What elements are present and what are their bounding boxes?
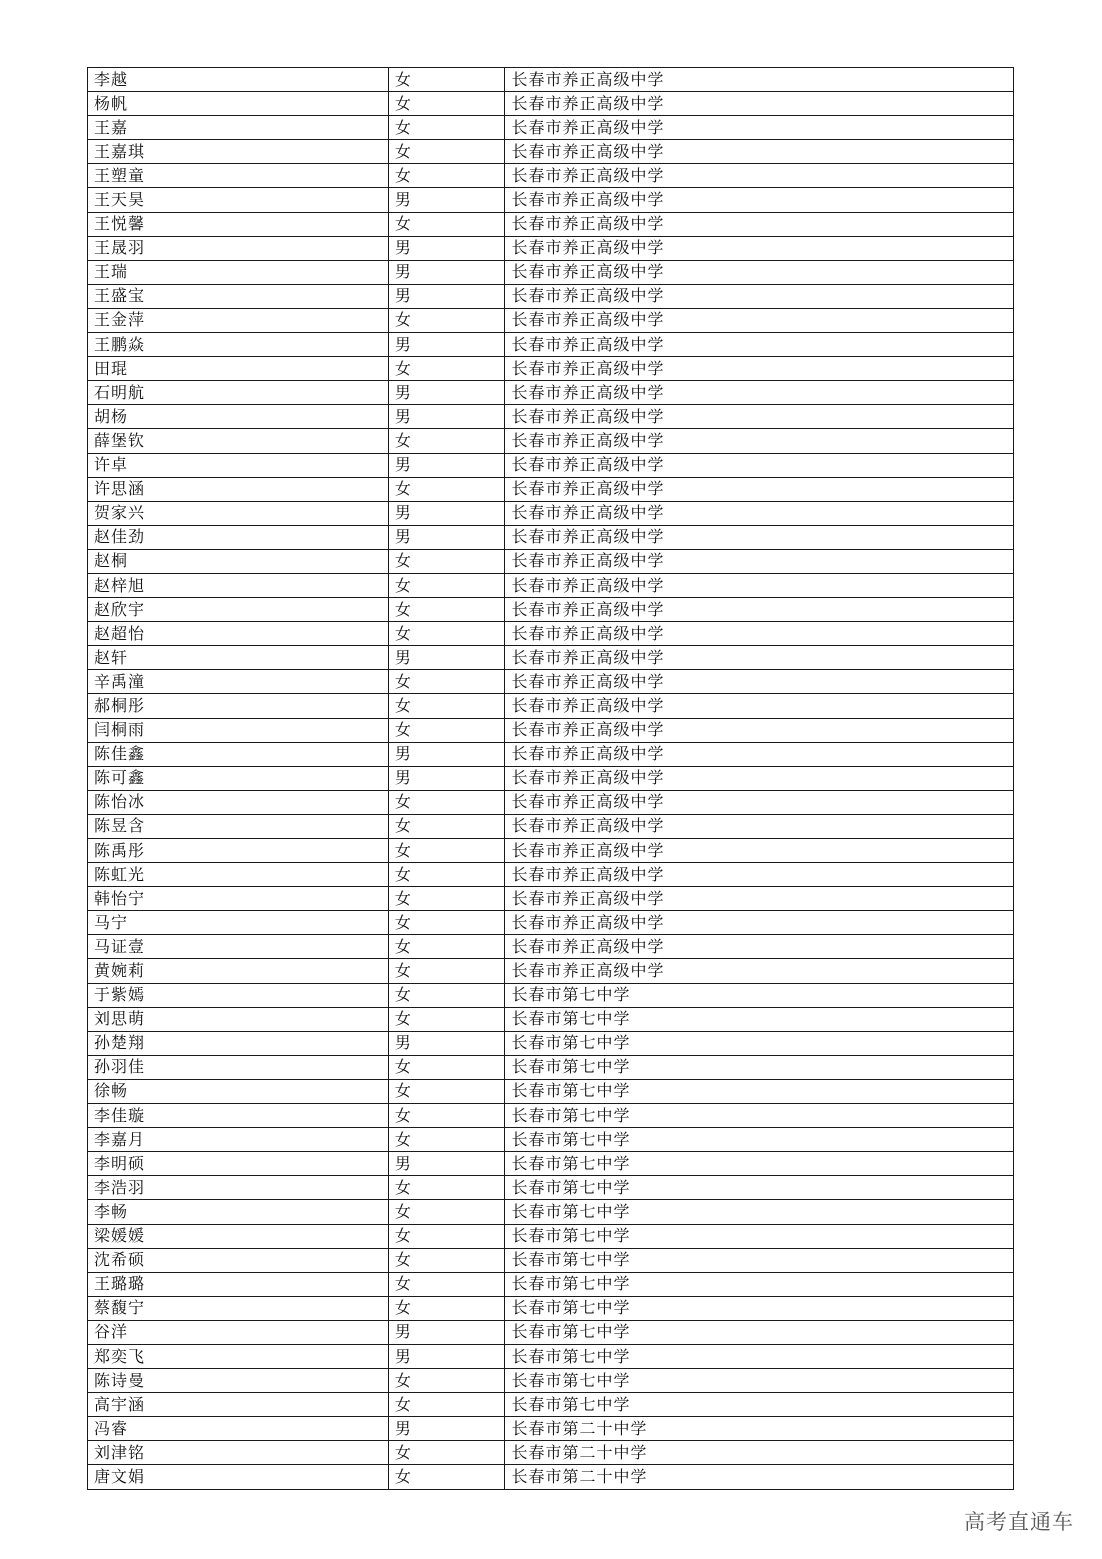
name-cell: 王天昊 (88, 188, 389, 212)
name-cell: 王嘉琪 (88, 140, 389, 164)
gender-cell: 女 (388, 814, 505, 838)
table-row (88, 646, 1014, 670)
table-row (88, 694, 1014, 718)
table-row (88, 1152, 1014, 1176)
gender-cell: 女 (388, 1200, 505, 1224)
school-cell: 长春市养正高级中学 (505, 911, 1014, 935)
gender-cell: 女 (388, 1369, 505, 1393)
gender-cell: 女 (388, 1296, 505, 1320)
gender-cell: 男 (388, 381, 505, 405)
gender-cell: 男 (388, 1344, 505, 1368)
student-table (87, 67, 1014, 1490)
name-cell: 徐畅 (88, 1079, 389, 1103)
table-row (88, 236, 1014, 260)
table-row (88, 1055, 1014, 1079)
school-cell: 长春市第七中学 (505, 1296, 1014, 1320)
name-cell: 马宁 (88, 911, 389, 935)
school-cell: 长春市养正高级中学 (505, 68, 1014, 92)
name-cell: 于紫嫣 (88, 983, 389, 1007)
table-row (88, 742, 1014, 766)
gender-cell: 男 (388, 1320, 505, 1344)
gender-cell: 女 (388, 694, 505, 718)
table-row (88, 1007, 1014, 1031)
school-cell: 长春市养正高级中学 (505, 260, 1014, 284)
name-cell: 王璐璐 (88, 1272, 389, 1296)
name-cell: 冯睿 (88, 1417, 389, 1441)
table-row (88, 1272, 1014, 1296)
name-cell: 赵佳劲 (88, 525, 389, 549)
gender-cell: 女 (388, 68, 505, 92)
table-row (88, 983, 1014, 1007)
table-row (88, 1344, 1014, 1368)
gender-cell: 女 (388, 983, 505, 1007)
gender-cell: 男 (388, 453, 505, 477)
table-row (88, 1248, 1014, 1272)
gender-cell: 男 (388, 188, 505, 212)
table-row (88, 92, 1014, 116)
school-cell: 长春市第七中学 (505, 1344, 1014, 1368)
gender-cell: 女 (388, 573, 505, 597)
table-row (88, 887, 1014, 911)
name-cell: 黄婉莉 (88, 959, 389, 983)
name-cell: 孙羽佳 (88, 1055, 389, 1079)
table-row (88, 164, 1014, 188)
table-row (88, 68, 1014, 92)
table-row (88, 116, 1014, 140)
school-cell: 长春市养正高级中学 (505, 887, 1014, 911)
gender-cell: 男 (388, 333, 505, 357)
school-cell: 长春市养正高级中学 (505, 814, 1014, 838)
gender-cell: 女 (388, 1079, 505, 1103)
name-cell: 李越 (88, 68, 389, 92)
table-row (88, 1417, 1014, 1441)
name-cell: 赵超怡 (88, 622, 389, 646)
name-cell: 马证壹 (88, 935, 389, 959)
table-row (88, 260, 1014, 284)
name-cell: 闫桐雨 (88, 718, 389, 742)
name-cell: 刘思萌 (88, 1007, 389, 1031)
gender-cell: 女 (388, 670, 505, 694)
name-cell: 郑奕飞 (88, 1344, 389, 1368)
gender-cell: 女 (388, 718, 505, 742)
school-cell: 长春市养正高级中学 (505, 453, 1014, 477)
table-row (88, 1296, 1014, 1320)
table-row (88, 381, 1014, 405)
school-cell: 长春市养正高级中学 (505, 429, 1014, 453)
school-cell: 长春市第七中学 (505, 1152, 1014, 1176)
school-cell: 长春市第七中学 (505, 1055, 1014, 1079)
gender-cell: 男 (388, 525, 505, 549)
name-cell: 李嘉月 (88, 1128, 389, 1152)
table-row (88, 501, 1014, 525)
gender-cell: 女 (388, 598, 505, 622)
gender-cell: 女 (388, 790, 505, 814)
gender-cell: 女 (388, 92, 505, 116)
school-cell: 长春市养正高级中学 (505, 935, 1014, 959)
gender-cell: 男 (388, 742, 505, 766)
table-row (88, 1128, 1014, 1152)
school-cell: 长春市第二十中学 (505, 1465, 1014, 1489)
table-row (88, 718, 1014, 742)
name-cell: 梁媛媛 (88, 1224, 389, 1248)
school-cell: 长春市养正高级中学 (505, 742, 1014, 766)
name-cell: 薛堡钦 (88, 429, 389, 453)
school-cell: 长春市养正高级中学 (505, 308, 1014, 332)
school-cell: 长春市养正高级中学 (505, 188, 1014, 212)
school-cell: 长春市养正高级中学 (505, 670, 1014, 694)
school-cell: 长春市第七中学 (505, 1369, 1014, 1393)
school-cell: 长春市养正高级中学 (505, 622, 1014, 646)
table-row (88, 429, 1014, 453)
gender-cell: 女 (388, 1441, 505, 1465)
name-cell: 唐文娟 (88, 1465, 389, 1489)
name-cell: 石明航 (88, 381, 389, 405)
school-cell: 长春市养正高级中学 (505, 863, 1014, 887)
name-cell: 王嘉 (88, 116, 389, 140)
table-row (88, 863, 1014, 887)
school-cell: 长春市第七中学 (505, 1224, 1014, 1248)
gender-cell: 女 (388, 887, 505, 911)
name-cell: 李畅 (88, 1200, 389, 1224)
school-cell: 长春市第七中学 (505, 1320, 1014, 1344)
school-cell: 长春市养正高级中学 (505, 839, 1014, 863)
gender-cell: 男 (388, 766, 505, 790)
name-cell: 赵桐 (88, 549, 389, 573)
school-cell: 长春市养正高级中学 (505, 140, 1014, 164)
name-cell: 陈禹彤 (88, 839, 389, 863)
name-cell: 沈希硕 (88, 1248, 389, 1272)
gender-cell: 男 (388, 501, 505, 525)
school-cell: 长春市第七中学 (505, 1176, 1014, 1200)
name-cell: 胡杨 (88, 405, 389, 429)
school-cell: 长春市养正高级中学 (505, 694, 1014, 718)
name-cell: 贺家兴 (88, 501, 389, 525)
name-cell: 陈佳鑫 (88, 742, 389, 766)
school-cell: 长春市第七中学 (505, 1031, 1014, 1055)
school-cell: 长春市养正高级中学 (505, 236, 1014, 260)
table-row (88, 911, 1014, 935)
school-cell: 长春市第七中学 (505, 1104, 1014, 1128)
table-row (88, 308, 1014, 332)
gender-cell: 女 (388, 1465, 505, 1489)
gender-cell: 女 (388, 1128, 505, 1152)
name-cell: 高宇涵 (88, 1393, 389, 1417)
gender-cell: 男 (388, 646, 505, 670)
school-cell: 长春市养正高级中学 (505, 284, 1014, 308)
gender-cell: 男 (388, 284, 505, 308)
gender-cell: 男 (388, 405, 505, 429)
school-cell: 长春市养正高级中学 (505, 116, 1014, 140)
name-cell: 许卓 (88, 453, 389, 477)
school-cell: 长春市养正高级中学 (505, 357, 1014, 381)
table-row (88, 670, 1014, 694)
watermark-text: 高考直通车 (964, 1510, 1074, 1534)
school-cell: 长春市第二十中学 (505, 1441, 1014, 1465)
table-row (88, 1369, 1014, 1393)
school-cell: 长春市养正高级中学 (505, 212, 1014, 236)
gender-cell: 女 (388, 839, 505, 863)
school-cell: 长春市养正高级中学 (505, 477, 1014, 501)
name-cell: 王金萍 (88, 308, 389, 332)
name-cell: 郝桐彤 (88, 694, 389, 718)
gender-cell: 女 (388, 1248, 505, 1272)
gender-cell: 女 (388, 1007, 505, 1031)
gender-cell: 女 (388, 477, 505, 501)
name-cell: 陈昱含 (88, 814, 389, 838)
school-cell: 长春市第七中学 (505, 1200, 1014, 1224)
gender-cell: 女 (388, 1393, 505, 1417)
school-cell: 长春市养正高级中学 (505, 333, 1014, 357)
name-cell: 赵轩 (88, 646, 389, 670)
name-cell: 蔡馥宁 (88, 1296, 389, 1320)
table-row (88, 405, 1014, 429)
name-cell: 李明硕 (88, 1152, 389, 1176)
gender-cell: 男 (388, 1031, 505, 1055)
school-cell: 长春市第七中学 (505, 1079, 1014, 1103)
gender-cell: 女 (388, 212, 505, 236)
school-cell: 长春市第七中学 (505, 1393, 1014, 1417)
gender-cell: 女 (388, 549, 505, 573)
school-cell: 长春市养正高级中学 (505, 405, 1014, 429)
gender-cell: 女 (388, 1272, 505, 1296)
name-cell: 陈诗曼 (88, 1369, 389, 1393)
name-cell: 王盛宝 (88, 284, 389, 308)
table-row (88, 935, 1014, 959)
name-cell: 王鹏焱 (88, 333, 389, 357)
name-cell: 陈怡冰 (88, 790, 389, 814)
school-cell: 长春市第七中学 (505, 1272, 1014, 1296)
table-row (88, 790, 1014, 814)
name-cell: 王塑童 (88, 164, 389, 188)
name-cell: 赵梓旭 (88, 573, 389, 597)
school-cell: 长春市养正高级中学 (505, 598, 1014, 622)
name-cell: 杨帆 (88, 92, 389, 116)
name-cell: 田琨 (88, 357, 389, 381)
table-row (88, 622, 1014, 646)
table-row (88, 766, 1014, 790)
school-cell: 长春市养正高级中学 (505, 790, 1014, 814)
school-cell: 长春市养正高级中学 (505, 646, 1014, 670)
school-cell: 长春市养正高级中学 (505, 164, 1014, 188)
gender-cell: 女 (388, 308, 505, 332)
table-row (88, 140, 1014, 164)
gender-cell: 女 (388, 357, 505, 381)
name-cell: 赵欣宇 (88, 598, 389, 622)
table-body (88, 68, 1014, 1490)
table-row (88, 284, 1014, 308)
table-row (88, 573, 1014, 597)
name-cell: 李佳璇 (88, 1104, 389, 1128)
gender-cell: 女 (388, 140, 505, 164)
name-cell: 辛禹潼 (88, 670, 389, 694)
name-cell: 王晟羽 (88, 236, 389, 260)
table-row (88, 525, 1014, 549)
table-row (88, 1224, 1014, 1248)
table-row (88, 1441, 1014, 1465)
table-row (88, 549, 1014, 573)
table-row (88, 1465, 1014, 1489)
table-row (88, 814, 1014, 838)
table-row (88, 357, 1014, 381)
school-cell: 长春市养正高级中学 (505, 959, 1014, 983)
table-row (88, 839, 1014, 863)
name-cell: 王悦馨 (88, 212, 389, 236)
gender-cell: 女 (388, 622, 505, 646)
gender-cell: 男 (388, 1152, 505, 1176)
table-row (88, 1031, 1014, 1055)
gender-cell: 女 (388, 863, 505, 887)
name-cell: 王瑞 (88, 260, 389, 284)
name-cell: 谷洋 (88, 1320, 389, 1344)
gender-cell: 男 (388, 1417, 505, 1441)
school-cell: 长春市养正高级中学 (505, 549, 1014, 573)
gender-cell: 女 (388, 1104, 505, 1128)
table-row (88, 1200, 1014, 1224)
name-cell: 刘津铭 (88, 1441, 389, 1465)
school-cell: 长春市养正高级中学 (505, 525, 1014, 549)
gender-cell: 女 (388, 164, 505, 188)
school-cell: 长春市第七中学 (505, 1007, 1014, 1031)
name-cell: 许思涵 (88, 477, 389, 501)
table-row (88, 959, 1014, 983)
gender-cell: 女 (388, 429, 505, 453)
table-row (88, 188, 1014, 212)
school-cell: 长春市第七中学 (505, 983, 1014, 1007)
table-row (88, 477, 1014, 501)
name-cell: 孙楚翔 (88, 1031, 389, 1055)
table-row (88, 1104, 1014, 1128)
gender-cell: 男 (388, 260, 505, 284)
school-cell: 长春市养正高级中学 (505, 573, 1014, 597)
table-row (88, 453, 1014, 477)
table-row (88, 212, 1014, 236)
table-row (88, 598, 1014, 622)
table-row (88, 1079, 1014, 1103)
school-cell: 长春市第二十中学 (505, 1417, 1014, 1441)
name-cell: 李浩羽 (88, 1176, 389, 1200)
gender-cell: 女 (388, 1224, 505, 1248)
table-row (88, 1320, 1014, 1344)
gender-cell: 女 (388, 911, 505, 935)
table-row (88, 1393, 1014, 1417)
school-cell: 长春市第七中学 (505, 1248, 1014, 1272)
name-cell: 韩怡宁 (88, 887, 389, 911)
school-cell: 长春市养正高级中学 (505, 501, 1014, 525)
table-row (88, 1176, 1014, 1200)
name-cell: 陈虹光 (88, 863, 389, 887)
school-cell: 长春市第七中学 (505, 1128, 1014, 1152)
gender-cell: 女 (388, 1176, 505, 1200)
name-cell: 陈可鑫 (88, 766, 389, 790)
table-row (88, 333, 1014, 357)
school-cell: 长春市养正高级中学 (505, 92, 1014, 116)
gender-cell: 女 (388, 116, 505, 140)
school-cell: 长春市养正高级中学 (505, 381, 1014, 405)
gender-cell: 女 (388, 959, 505, 983)
school-cell: 长春市养正高级中学 (505, 718, 1014, 742)
gender-cell: 男 (388, 236, 505, 260)
gender-cell: 女 (388, 1055, 505, 1079)
gender-cell: 女 (388, 935, 505, 959)
school-cell: 长春市养正高级中学 (505, 766, 1014, 790)
